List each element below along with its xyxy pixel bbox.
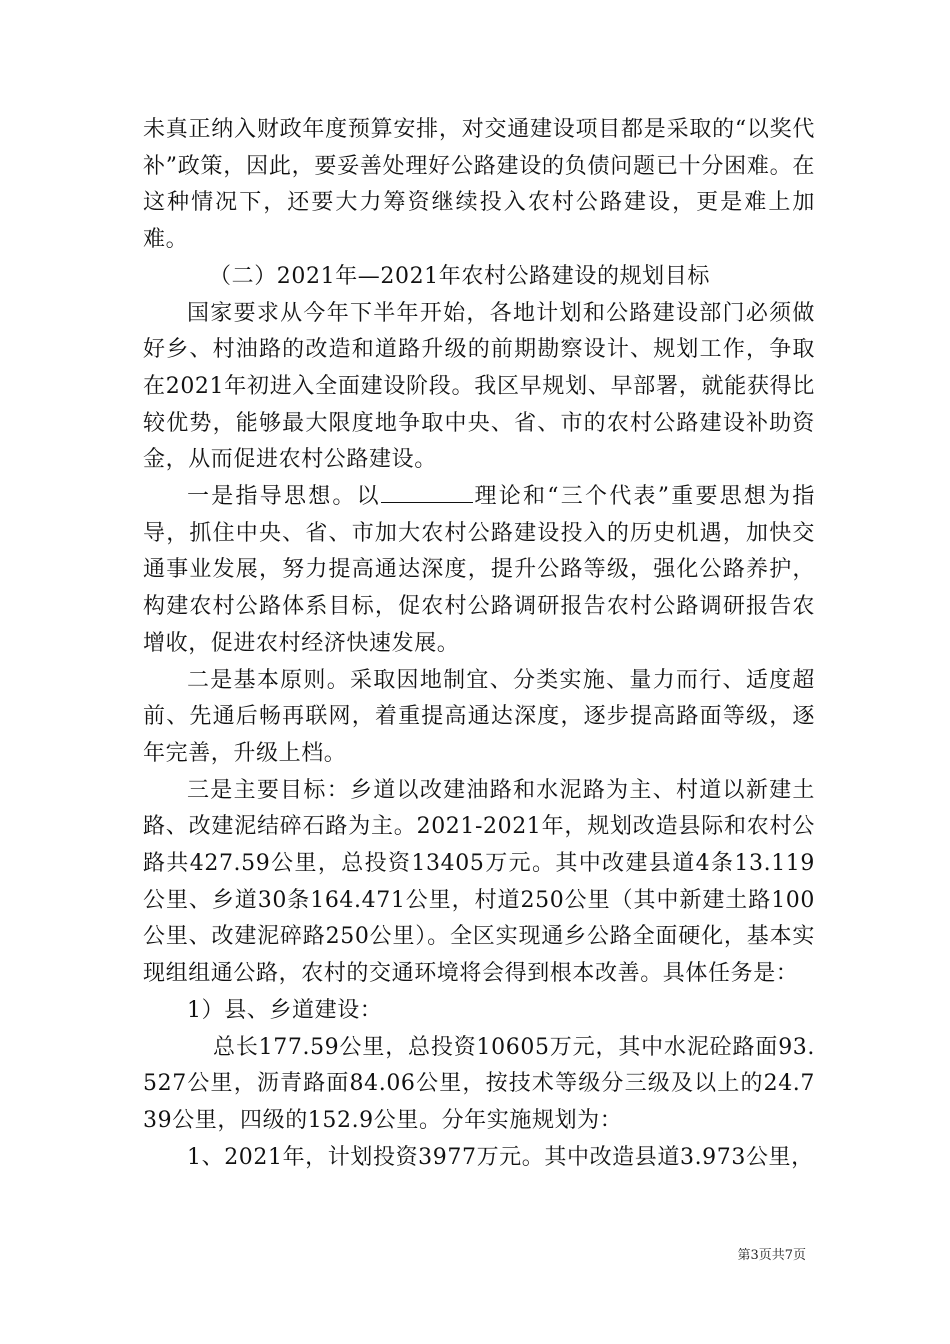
paragraph-year-plan: 1、2021年，计划投资3977万元。其中改造县道3.973公里， — [187, 1144, 814, 1170]
paragraph-budget-difficulty: 未真正纳入财政年度预算安排，对交通建设项目都是采取的“以奖代补”政策，因此，要妥善处理好公路建设的负债问题已十分困难。在这种情况下，还要大力筹资继续投入农村公路建设，更是难上加难。 — [143, 117, 815, 253]
guiding-text-after: 理论和“三个代表”重要思想为指导，抓住中央、省、市加大农村公路建设投入的历史机遇，加快交通事业发展，努力提高通达深度，提升公路等级，强化公路养护，构建农村公路体系目标，促农村公路调研报告农村公路调研报告农增收，促进农村经济快速发展。 — [143, 484, 815, 656]
subheading-county-township-roads: 1）县、乡道建设： — [187, 997, 383, 1023]
paragraph-basic-principles: 二是基本原则。采取因地制宜、分类实施、量力而行、适度超前、先通后畅再联网，着重提高通达深度，逐步提高路面等级，逐年完善，升级上档。 — [143, 667, 815, 766]
paragraph-guiding-ideology — [143, 479, 815, 663]
page-number: 第3页共7页 — [737, 1248, 806, 1263]
guiding-text-before: 一是指导思想。以 — [187, 484, 381, 510]
paragraph-main-targets: 三是主要目标：乡道以改建油路和水泥路为主、村道以新建土路、改建泥结碎石路为主。2021-2021年，规划改造县际和农村公路共427.59公里，总投资13405万元。其中改建县道4条13.119公里、乡道30条164.471公里，村道250公里（其中新建土路100公里、改建泥碎路250公里）。全区实现通乡公路全面硬化，基本实现组组通公路，农村的交通环境将会得到根本改善。具体任务是： — [143, 777, 815, 987]
paragraph-national-requirement: 国家要求从今年下半年开始，各地计划和公路建设部门必须做好乡、村油路的改造和道路升级的前期勘察设计、规划工作，争取在2021年初进入全面建设阶段。我区早规划、早部署，就能获得比较优势，能够最大限度地争取中央、省、市的农村公路建设补助资金，从而促进农村公路建设。 — [143, 300, 815, 473]
blank-underline — [381, 484, 473, 503]
document-body — [143, 112, 815, 1176]
section-heading-planning-goals: （二）2021年—2021年农村公路建设的规划目标 — [209, 263, 710, 289]
paragraph-total-length: 总长177.59公里，总投资10605万元，其中水泥砼路面93.527公里，沥青路面84.06公里，按技术等级分三级及以上的24.739公里，四级的152.9公里。分年实施规划为： — [143, 1034, 815, 1133]
